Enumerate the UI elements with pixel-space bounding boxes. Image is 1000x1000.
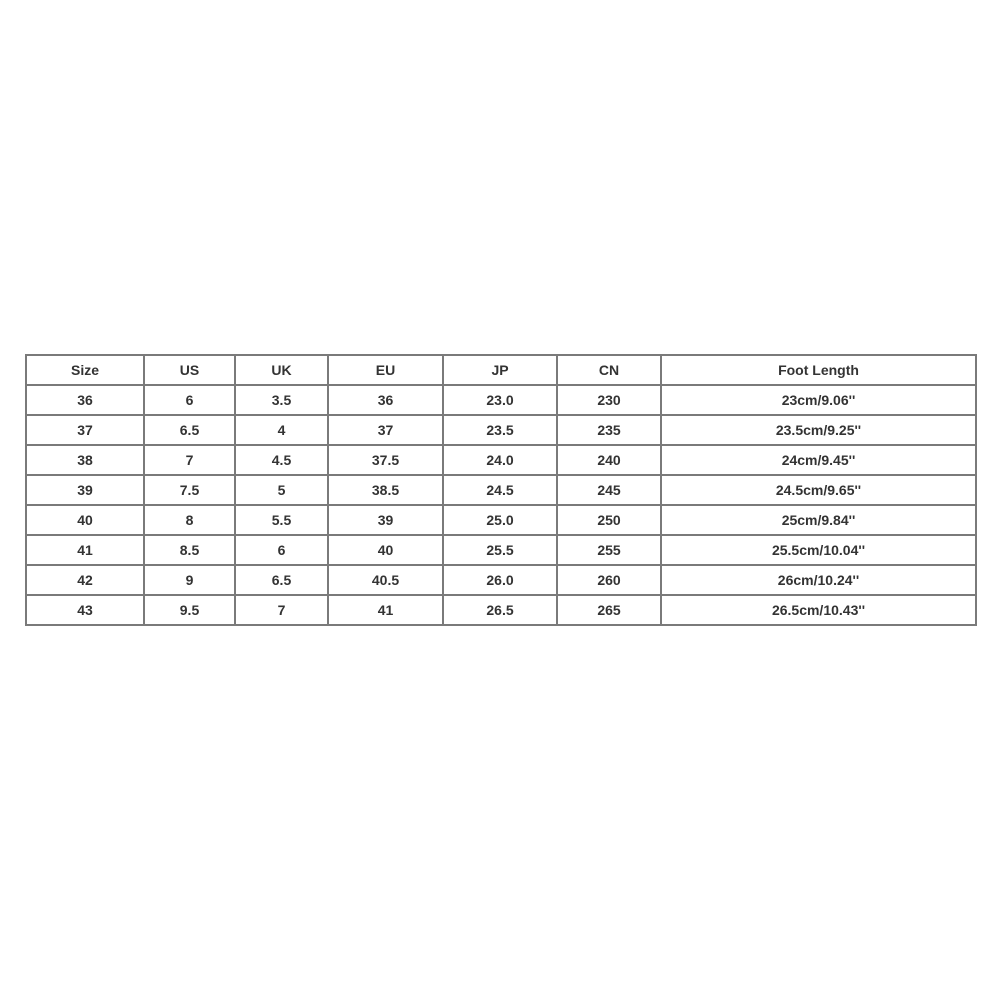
cell-jp: 23.5	[443, 415, 557, 445]
cell-us: 8.5	[144, 535, 235, 565]
table-row	[26, 445, 976, 475]
cell-cn: 235	[557, 415, 661, 445]
cell-uk: 5	[235, 475, 328, 505]
cell-jp: 26.0	[443, 565, 557, 595]
cell-size: 39	[26, 475, 144, 505]
table-row	[26, 595, 976, 625]
cell-foot-length: 26cm/10.24''	[661, 565, 976, 595]
cell-size: 42	[26, 565, 144, 595]
cell-cn: 250	[557, 505, 661, 535]
cell-size: 43	[26, 595, 144, 625]
cell-us: 6	[144, 385, 235, 415]
cell-size: 41	[26, 535, 144, 565]
cell-foot-length: 23.5cm/9.25''	[661, 415, 976, 445]
cell-size: 38	[26, 445, 144, 475]
cell-uk: 4	[235, 415, 328, 445]
cell-us: 9.5	[144, 595, 235, 625]
cell-size: 40	[26, 505, 144, 535]
cell-uk: 6.5	[235, 565, 328, 595]
cell-cn: 245	[557, 475, 661, 505]
cell-eu: 40	[328, 535, 443, 565]
cell-uk: 4.5	[235, 445, 328, 475]
table-row	[26, 415, 976, 445]
cell-uk: 7	[235, 595, 328, 625]
table-row	[26, 475, 976, 505]
cell-cn: 240	[557, 445, 661, 475]
cell-size: 36	[26, 385, 144, 415]
cell-foot-length: 25.5cm/10.04''	[661, 535, 976, 565]
cell-cn: 260	[557, 565, 661, 595]
column-header-eu: EU	[328, 355, 443, 385]
size-chart-table	[25, 354, 977, 626]
cell-us: 9	[144, 565, 235, 595]
cell-eu: 36	[328, 385, 443, 415]
table-header-row	[26, 355, 976, 385]
cell-uk: 6	[235, 535, 328, 565]
cell-jp: 25.5	[443, 535, 557, 565]
cell-cn: 255	[557, 535, 661, 565]
cell-jp: 23.0	[443, 385, 557, 415]
cell-eu: 39	[328, 505, 443, 535]
cell-foot-length: 24.5cm/9.65''	[661, 475, 976, 505]
cell-eu: 37.5	[328, 445, 443, 475]
cell-eu: 41	[328, 595, 443, 625]
cell-eu: 40.5	[328, 565, 443, 595]
table-row	[26, 505, 976, 535]
column-header-cn: CN	[557, 355, 661, 385]
column-header-jp: JP	[443, 355, 557, 385]
cell-jp: 26.5	[443, 595, 557, 625]
cell-cn: 265	[557, 595, 661, 625]
column-header-uk: UK	[235, 355, 328, 385]
cell-foot-length: 26.5cm/10.43''	[661, 595, 976, 625]
column-header-foot-length: Foot Length	[661, 355, 976, 385]
column-header-size: Size	[26, 355, 144, 385]
table-row	[26, 385, 976, 415]
cell-us: 6.5	[144, 415, 235, 445]
cell-size: 37	[26, 415, 144, 445]
cell-uk: 3.5	[235, 385, 328, 415]
cell-cn: 230	[557, 385, 661, 415]
cell-us: 8	[144, 505, 235, 535]
cell-foot-length: 25cm/9.84''	[661, 505, 976, 535]
cell-us: 7.5	[144, 475, 235, 505]
cell-jp: 24.5	[443, 475, 557, 505]
cell-eu: 38.5	[328, 475, 443, 505]
cell-jp: 24.0	[443, 445, 557, 475]
column-header-us: US	[144, 355, 235, 385]
cell-foot-length: 23cm/9.06''	[661, 385, 976, 415]
table-row	[26, 535, 976, 565]
cell-uk: 5.5	[235, 505, 328, 535]
cell-foot-length: 24cm/9.45''	[661, 445, 976, 475]
table-row	[26, 565, 976, 595]
cell-us: 7	[144, 445, 235, 475]
cell-jp: 25.0	[443, 505, 557, 535]
cell-eu: 37	[328, 415, 443, 445]
